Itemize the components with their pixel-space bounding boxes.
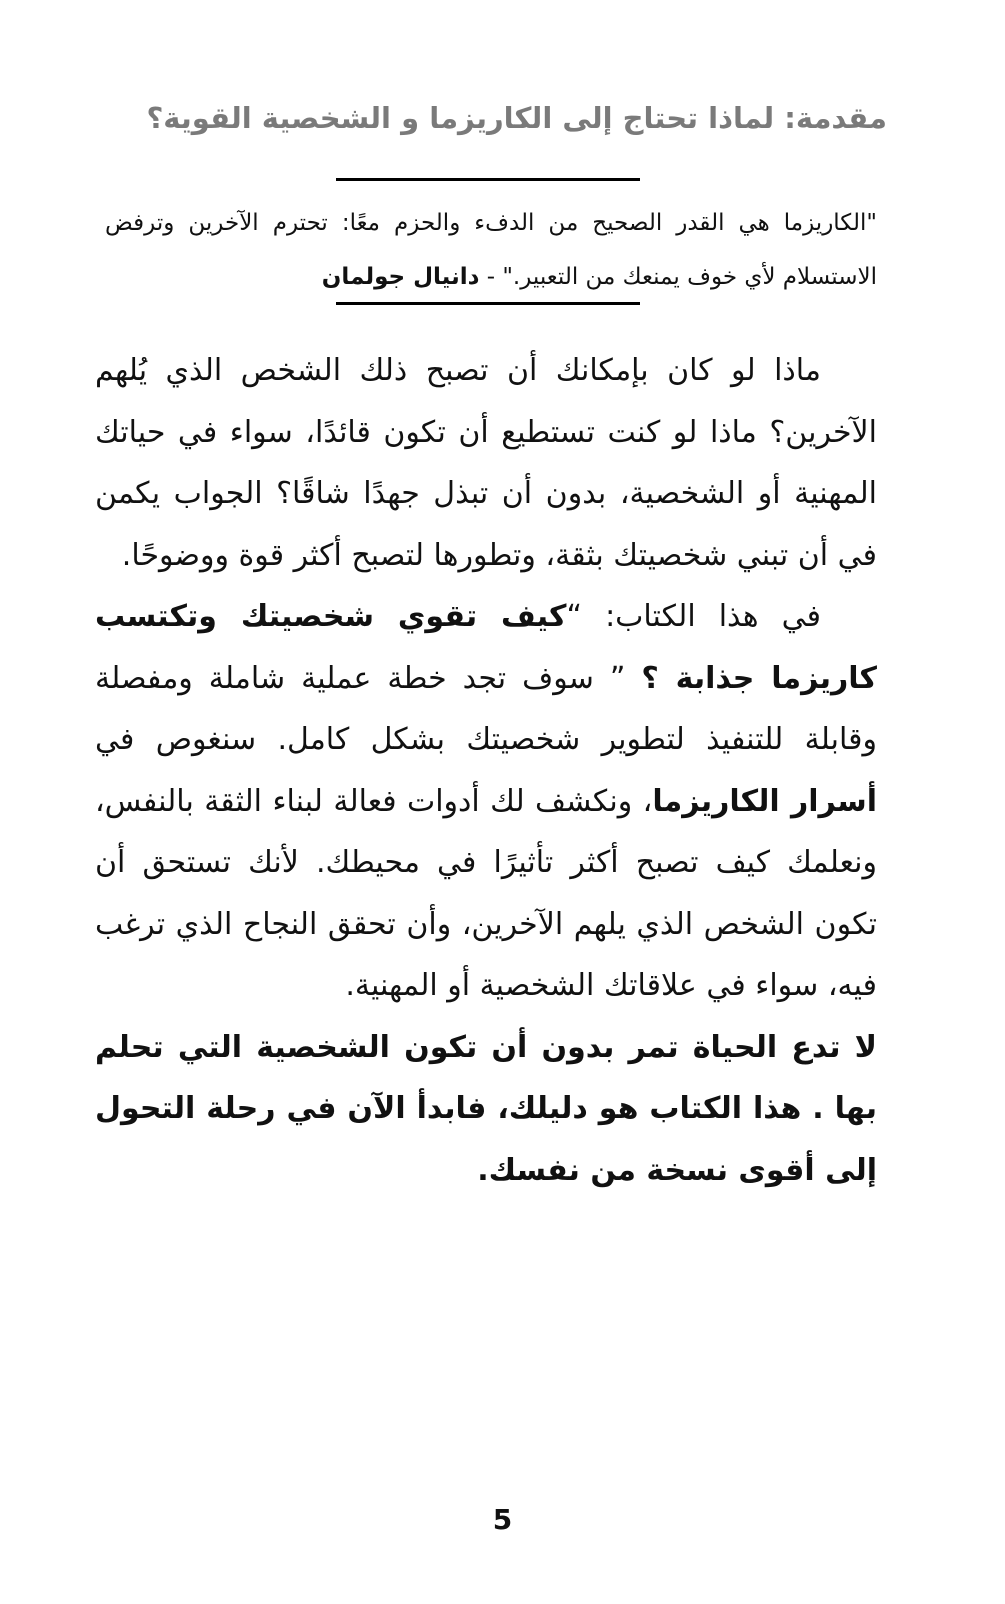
chapter-title: مقدمة: لماذا تحتاج إلى الكاريزما و الشخصية القوية؟ — [146, 101, 887, 135]
book-title: كيف تقوي شخصيتك وتكتسب كاريزما جذابة ؟ — [95, 599, 877, 696]
paragraph-1: ماذا لو كان بإمكانك أن تصبح ذلك الشخص الذي يُلهم الآخرين؟ ماذا لو كنت تستطيع أن تكون قائدًا، سواء في حياتك المهنية أو الشخصية، بدون أن تبذل جهدًا شاقًا؟ الجواب يكمن في أن تبني شخصيتك بثقة، وتطورها لتصبح أكثر قوة ووضوحًا. — [95, 353, 877, 573]
epigraph-author: دانيال جولمان — [321, 264, 480, 290]
closing-statement: لا تدع الحياة تمر بدون أن تكون الشخصية التي تحلم بها . هذا الكتاب هو دليلك، فابدأ الآن في رحلة التحول إلى أقوى نسخة من نفسك. — [95, 1029, 877, 1188]
page-number: 5 — [492, 1503, 513, 1536]
paragraph-2-part-3: ، ونكشف لك أدوات فعالة لبناء الثقة بالنفس، ونعلمك كيف تصبح أكثر تأثيرًا في محيطك. لأنك تستحق أن تكون الشخص الذي يلهم الآخرين، وأن تحقق النجاح الذي ترغب فيه، سواء في علاقاتك الشخصية أو المهنية. — [95, 783, 877, 1003]
epigraph-bottom-rule — [336, 302, 640, 305]
epigraph-top-rule — [336, 178, 640, 181]
paragraph-2 — [95, 586, 877, 1017]
paragraph-2-intro: في هذا الكتاب: “ — [566, 599, 821, 634]
body-text — [95, 340, 877, 1201]
epigraph-quote: "الكاريزما هي القدر الصحيح من الدفء والحزم معًا: تحترم الآخرين وترفض الاستسلام لأي خوف يمنعك من التعبير." - — [105, 210, 877, 290]
epigraph — [105, 196, 877, 304]
paragraph-2-part-2: ” سوف تجد خطة عملية شاملة ومفصلة وقابلة للتنفيذ لتطوير شخصيتك بشكل كامل. سنغوص في — [95, 660, 877, 757]
charisma-secrets-highlight: أسرار الكاريزما — [652, 783, 877, 819]
